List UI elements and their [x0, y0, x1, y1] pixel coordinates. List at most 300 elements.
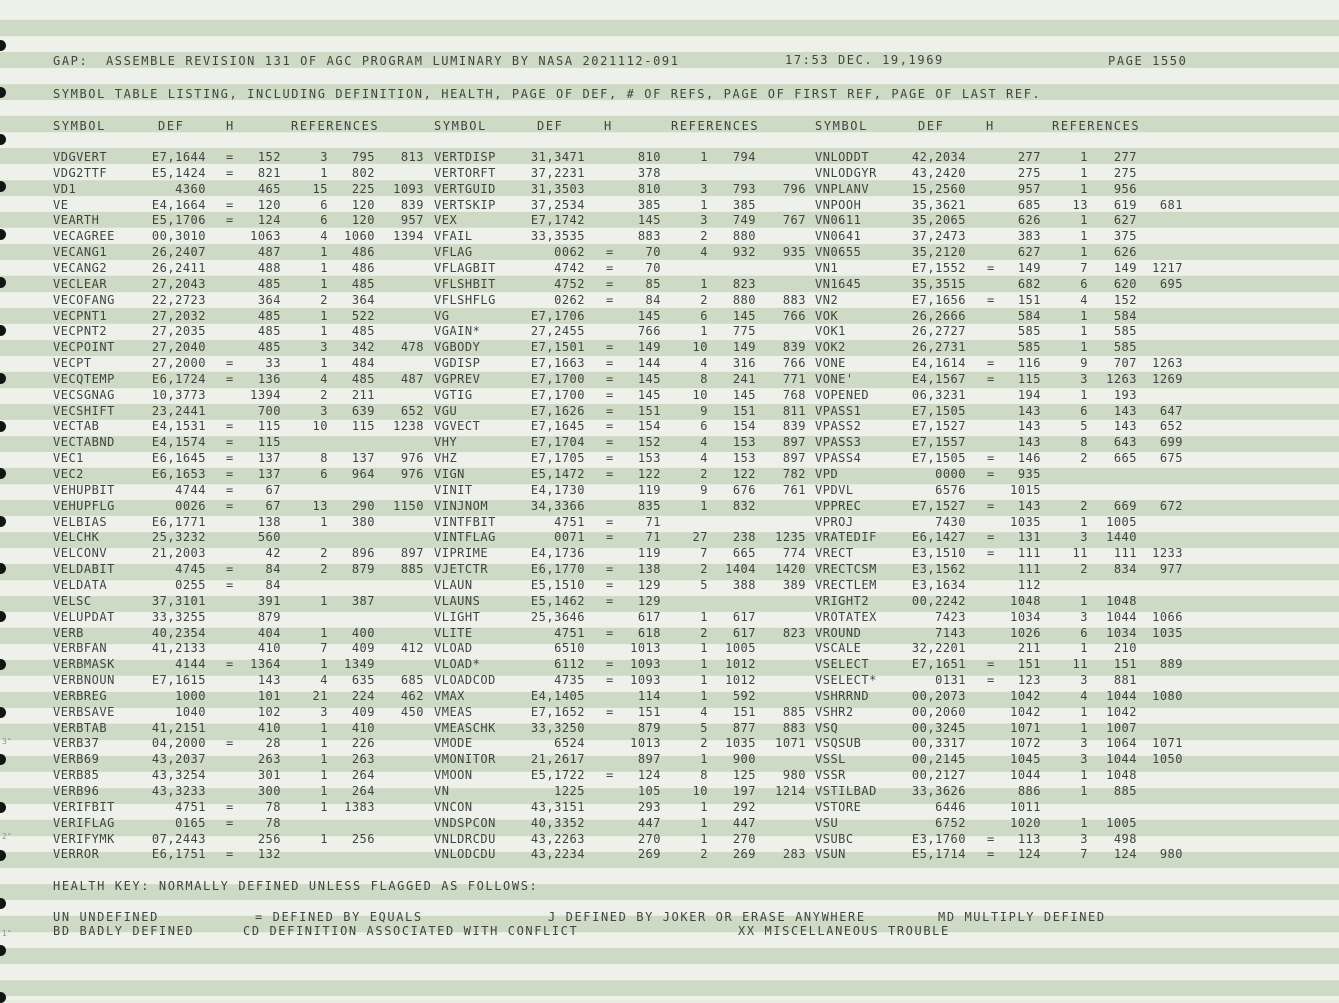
last-cell: 889 — [1159, 657, 1183, 672]
def-cell: 35,2120 — [911, 245, 966, 260]
feed-hole-icon — [0, 40, 6, 51]
last-cell: 811 — [782, 403, 806, 418]
symbol-cell: VELUPDAT — [53, 609, 115, 624]
page-cell: 145 — [637, 371, 661, 386]
page-cell: 935 — [1017, 467, 1041, 481]
page-cell: 85 — [645, 276, 661, 291]
symbol-cell: VSELECT* — [815, 673, 877, 688]
symbol-cell: VEC2 — [53, 467, 84, 481]
count-cell: 1 — [700, 688, 708, 703]
health-cell: = — [226, 150, 234, 164]
health-column-header: H — [986, 119, 995, 133]
last-cell: 478 — [400, 340, 424, 355]
health-cell: = — [226, 467, 234, 481]
symbol-cell: VOK — [815, 308, 839, 323]
page-cell: 1035 — [1010, 514, 1041, 529]
symbol-cell: VINIT — [434, 482, 473, 497]
symbol-cell: VSSR — [815, 768, 846, 783]
def-cell: E7,1527 — [911, 419, 966, 434]
def-cell: 37,2534 — [530, 197, 585, 212]
count-cell: 3 — [1080, 736, 1088, 751]
def-cell: 00,3317 — [911, 736, 966, 751]
def-cell: E7,1651 — [911, 657, 966, 672]
page-cell: 821 — [257, 165, 281, 180]
count-cell: 1 — [700, 831, 708, 846]
page-cell: 132 — [257, 847, 281, 862]
first-cell: 364 — [351, 292, 375, 307]
count-cell: 4 — [700, 451, 708, 466]
first-cell: 292 — [732, 799, 756, 814]
def-cell: E7,1505 — [911, 403, 966, 418]
first-cell: 153 — [732, 451, 756, 466]
last-cell: 980 — [1159, 847, 1183, 862]
first-cell: 143 — [1113, 419, 1137, 434]
health-cell: = — [226, 498, 234, 513]
page-cell: 447 — [637, 815, 661, 830]
def-cell: 6524 — [554, 736, 585, 751]
first-cell: 152 — [1113, 292, 1137, 307]
first-cell: 885 — [1113, 784, 1137, 798]
page-cell: 627 — [1017, 245, 1041, 260]
symbol-cell: VOK1 — [815, 324, 846, 339]
health-cell: = — [226, 165, 234, 180]
page-cell: 122 — [637, 467, 661, 481]
count-cell: 4 — [320, 371, 328, 386]
symbol-cell: VMOON — [434, 768, 473, 783]
def-cell: 23,2441 — [151, 403, 206, 418]
count-cell: 10 — [692, 340, 708, 355]
first-cell: 707 — [1113, 356, 1137, 371]
count-cell: 3 — [1080, 673, 1088, 688]
count-cell: 13 — [312, 498, 328, 513]
count-cell: 9 — [700, 403, 708, 418]
count-cell: 11 — [1072, 657, 1088, 672]
health-cell: = — [606, 673, 614, 688]
health-key-conflict: CD DEFINITION ASSOCIATED WITH CONFLICT — [243, 924, 579, 938]
first-cell: 522 — [351, 308, 375, 323]
def-cell: E7,1552 — [911, 260, 966, 275]
page-cell: 151 — [637, 403, 661, 418]
symbol-cell: VNPOOH — [815, 197, 862, 212]
health-cell: = — [226, 736, 234, 751]
def-cell: 43,3254 — [151, 768, 206, 783]
def-cell: E4,1614 — [911, 356, 966, 371]
def-cell: 33,3535 — [530, 229, 585, 244]
symbol-cell: VELDABIT — [53, 562, 115, 577]
first-cell: 585 — [1113, 340, 1137, 355]
last-cell: 1066 — [1152, 609, 1183, 624]
first-cell: 484 — [351, 356, 375, 371]
symbol-cell: VSCALE — [815, 641, 862, 656]
first-cell: 669 — [1113, 498, 1137, 513]
page-cell: 151 — [637, 704, 661, 719]
count-cell: 2 — [700, 229, 708, 244]
health-cell: = — [987, 356, 995, 371]
page-cell: 143 — [1017, 403, 1041, 418]
page-cell: 1048 — [1010, 593, 1041, 608]
symbol-column-header: SYMBOL — [53, 119, 106, 133]
def-cell: 26,2411 — [151, 260, 206, 275]
page-cell: 149 — [637, 340, 661, 355]
def-cell: E7,1705 — [530, 451, 585, 466]
last-cell: 885 — [400, 562, 424, 577]
def-cell: 0000 — [935, 467, 966, 481]
count-cell: 3 — [700, 181, 708, 196]
page-cell: 28 — [265, 736, 281, 751]
def-cell: 35,3621 — [911, 197, 966, 212]
health-cell: = — [987, 498, 995, 513]
first-cell: 1012 — [725, 673, 756, 688]
last-cell: 1093 — [393, 181, 424, 196]
count-cell: 6 — [320, 197, 328, 212]
symbol-cell: VSSL — [815, 752, 846, 767]
count-cell: 1 — [1080, 514, 1088, 529]
def-cell: E5,1510 — [530, 577, 585, 592]
page-cell: 410 — [257, 720, 281, 735]
page-cell: 1020 — [1010, 815, 1041, 830]
symbol-cell: VPASS3 — [815, 435, 862, 450]
first-cell: 400 — [351, 625, 375, 640]
first-cell: 880 — [732, 229, 756, 244]
page-cell: 682 — [1017, 276, 1041, 291]
symbol-cell: VGU — [434, 403, 458, 418]
count-cell: 1 — [1080, 768, 1088, 783]
last-cell: 980 — [782, 768, 806, 783]
page-cell: 145 — [637, 213, 661, 228]
count-cell: 1 — [320, 657, 328, 672]
count-cell: 1 — [700, 752, 708, 767]
symbol-cell: VN1 — [815, 260, 839, 275]
health-cell: = — [987, 292, 995, 307]
page-cell: 1364 — [250, 657, 281, 672]
health-cell: = — [987, 847, 995, 862]
symbol-cell: VOK2 — [815, 340, 846, 355]
first-cell: 111 — [1113, 546, 1137, 561]
first-cell: 210 — [1113, 641, 1137, 656]
symbol-cell: VHY — [434, 435, 458, 450]
symbol-cell: VG — [434, 308, 450, 323]
health-key-title: HEALTH KEY: NORMALLY DEFINED UNLESS FLAGGED AS FOLLOWS: — [53, 879, 539, 893]
def-cell: 00,2127 — [911, 768, 966, 783]
last-cell: 685 — [400, 673, 424, 688]
def-cell: 33,3250 — [530, 720, 585, 735]
count-cell: 1 — [320, 752, 328, 767]
count-cell: 6 — [320, 467, 328, 481]
count-cell: 3 — [1080, 371, 1088, 386]
page-cell: 410 — [257, 641, 281, 656]
first-cell: 1005 — [1106, 514, 1137, 529]
page-cell: 275 — [1017, 165, 1041, 180]
health-cell: = — [226, 371, 234, 386]
count-cell: 2 — [700, 625, 708, 640]
first-cell: 485 — [351, 324, 375, 339]
symbol-cell: VMEAS — [434, 704, 473, 719]
references-column-header: REFERENCES — [291, 119, 380, 133]
page-cell: 1063 — [250, 229, 281, 244]
last-cell: 1420 — [775, 562, 806, 577]
count-cell: 4 — [700, 245, 708, 260]
last-cell: 1050 — [1152, 752, 1183, 767]
health-cell: = — [606, 530, 614, 545]
page-cell: 391 — [257, 593, 281, 608]
def-cell: E5,1472 — [530, 467, 585, 481]
last-cell: 675 — [1159, 451, 1183, 466]
first-cell: 151 — [1113, 657, 1137, 672]
count-cell: 13 — [1072, 197, 1088, 212]
def-cell: E5,1462 — [530, 593, 585, 608]
last-cell: 1035 — [1152, 625, 1183, 640]
health-cell: = — [606, 403, 614, 418]
page-number: PAGE 1550 — [1108, 54, 1188, 68]
last-cell: 672 — [1159, 498, 1183, 513]
count-cell: 1 — [1080, 150, 1088, 164]
health-cell: = — [987, 260, 995, 275]
def-cell: E4,1405 — [530, 688, 585, 703]
last-cell: 652 — [400, 403, 424, 418]
def-cell: 26,2666 — [911, 308, 966, 323]
first-cell: 149 — [1113, 260, 1137, 275]
def-cell: 00,3245 — [911, 720, 966, 735]
symbol-cell: VSQSUB — [815, 736, 862, 751]
health-cell: = — [226, 482, 234, 497]
count-cell: 1 — [700, 641, 708, 656]
page-cell: 385 — [637, 197, 661, 212]
def-cell: 40,2354 — [151, 625, 206, 640]
def-cell: E5,1722 — [530, 768, 585, 783]
page-cell: 115 — [257, 435, 281, 450]
count-cell: 2 — [700, 847, 708, 862]
first-cell: 153 — [732, 435, 756, 450]
def-column-header: DEF — [918, 119, 945, 133]
def-cell: E6,1645 — [151, 451, 206, 466]
symbol-cell: VERB37 — [53, 736, 100, 751]
count-cell: 1 — [320, 799, 328, 814]
health-cell: = — [226, 799, 234, 814]
last-cell: 766 — [782, 356, 806, 371]
symbol-cell: VEHUPBIT — [53, 482, 115, 497]
symbol-cell: VONE' — [815, 371, 854, 386]
symbol-cell: VGVECT — [434, 419, 481, 434]
first-cell: 1007 — [1106, 720, 1137, 735]
last-cell: 976 — [400, 467, 424, 481]
first-cell: 1404 — [725, 562, 756, 577]
symbol-cell: VSELECT — [815, 657, 870, 672]
last-cell: 766 — [782, 308, 806, 323]
first-cell: 881 — [1113, 673, 1137, 688]
last-cell: 1080 — [1152, 688, 1183, 703]
def-cell: 10,3773 — [151, 387, 206, 402]
def-cell: E7,1706 — [530, 308, 585, 323]
count-cell: 10 — [312, 419, 328, 434]
health-key-badly-defined: BD BADLY DEFINED — [53, 924, 195, 938]
count-cell: 1 — [320, 324, 328, 339]
last-cell: 1071 — [1152, 736, 1183, 751]
page-cell: 404 — [257, 625, 281, 640]
last-cell: 771 — [782, 371, 806, 386]
count-cell: 3 — [1080, 609, 1088, 624]
first-cell: 151 — [732, 704, 756, 719]
health-cell: = — [226, 815, 234, 830]
feed-hole-icon — [0, 945, 6, 956]
symbol-cell: VLOAD — [434, 641, 473, 656]
first-cell: 823 — [732, 276, 756, 291]
feed-hole-icon — [0, 659, 6, 670]
def-cell: E7,1700 — [530, 387, 585, 402]
page-cell: 211 — [1017, 641, 1041, 656]
last-cell: 462 — [400, 688, 424, 703]
last-cell: 1269 — [1152, 371, 1183, 386]
health-cell: = — [606, 371, 614, 386]
symbol-cell: VIGN — [434, 467, 465, 481]
last-cell: 885 — [782, 704, 806, 719]
last-cell: 389 — [782, 577, 806, 592]
symbol-cell: VECPOINT — [53, 340, 115, 355]
page-cell: 585 — [1017, 324, 1041, 339]
count-cell: 1 — [1080, 593, 1088, 608]
count-cell: 1 — [700, 657, 708, 672]
count-cell: 1 — [700, 673, 708, 688]
symbol-cell: VEHUPFLG — [53, 498, 115, 513]
def-cell: E6,1427 — [911, 530, 966, 545]
symbol-cell: VMAX — [434, 688, 465, 703]
page-cell: 810 — [637, 181, 661, 196]
feed-hole-icon — [0, 898, 6, 909]
def-cell: 00,2242 — [911, 593, 966, 608]
health-cell: = — [606, 435, 614, 450]
first-cell: 793 — [732, 181, 756, 196]
def-cell: 00,3010 — [151, 229, 206, 244]
health-column-header: H — [604, 119, 613, 133]
page-cell: 1026 — [1010, 625, 1041, 640]
health-cell: = — [606, 387, 614, 402]
symbol-cell: VSUBC — [815, 831, 854, 846]
page-cell: 136 — [257, 371, 281, 386]
last-cell: 1238 — [393, 419, 424, 434]
symbol-cell: VGTIG — [434, 387, 473, 402]
health-cell: = — [987, 673, 995, 688]
feed-hole-icon — [0, 850, 6, 861]
count-cell: 1 — [1080, 387, 1088, 402]
def-cell: 32,2201 — [911, 641, 966, 656]
count-cell: 1 — [320, 356, 328, 371]
symbol-column-header: SYMBOL — [434, 119, 487, 133]
page-cell: 114 — [637, 688, 661, 703]
count-cell: 9 — [700, 482, 708, 497]
last-cell: 897 — [782, 435, 806, 450]
count-cell: 5 — [700, 720, 708, 735]
last-cell: 450 — [400, 704, 424, 719]
def-cell: 0071 — [554, 530, 585, 545]
feed-hole-icon — [0, 754, 6, 765]
page-cell: 129 — [637, 577, 661, 592]
first-cell: 802 — [351, 165, 375, 180]
def-cell: 7423 — [935, 609, 966, 624]
def-cell: E3,1634 — [911, 577, 966, 592]
symbol-cell: VGDISP — [434, 356, 481, 371]
def-cell: E7,1501 — [530, 340, 585, 355]
symbol-cell: VNCON — [434, 799, 473, 814]
symbol-cell: VROUND — [815, 625, 862, 640]
def-cell: E7,1645 — [530, 419, 585, 434]
def-cell: 4742 — [554, 260, 585, 275]
first-cell: 1042 — [1106, 704, 1137, 719]
first-cell: 409 — [351, 641, 375, 656]
first-cell: 380 — [351, 514, 375, 529]
symbol-cell: VSTORE — [815, 799, 862, 814]
def-cell: 43,2263 — [530, 831, 585, 846]
symbol-cell: VGPREV — [434, 371, 481, 386]
first-cell: 225 — [351, 181, 375, 196]
first-cell: 1440 — [1106, 530, 1137, 545]
first-cell: 256 — [351, 831, 375, 846]
page-cell: 143 — [1017, 435, 1041, 450]
health-cell: = — [226, 657, 234, 672]
count-cell: 5 — [700, 577, 708, 592]
page-cell: 143 — [1017, 419, 1041, 434]
def-cell: 4751 — [554, 514, 585, 529]
symbol-cell: VSU — [815, 815, 839, 830]
symbol-cell: VERBNOUN — [53, 673, 115, 688]
symbol-cell: VSTILBAD — [815, 784, 877, 798]
count-cell: 7 — [700, 546, 708, 561]
symbol-cell: VERTSKIP — [434, 197, 496, 212]
symbol-cell: VNLODDT — [815, 150, 870, 164]
symbol-cell: VELSC — [53, 593, 92, 608]
def-cell: 37,3101 — [151, 593, 206, 608]
count-cell: 1 — [320, 768, 328, 783]
symbol-cell: VRECTLEM — [815, 577, 877, 592]
def-cell: 6576 — [935, 482, 966, 497]
def-cell: 43,2234 — [530, 847, 585, 862]
symbol-cell: VERBTAB — [53, 720, 108, 735]
page-cell: 584 — [1017, 308, 1041, 323]
symbol-cell: VRIGHT2 — [815, 593, 870, 608]
def-cell: E5,1706 — [151, 213, 206, 228]
symbol-cell: VECPNT2 — [53, 324, 108, 339]
count-cell: 4 — [320, 673, 328, 688]
def-cell: E5,1714 — [911, 847, 966, 862]
page-cell: 67 — [265, 498, 281, 513]
count-cell: 3 — [320, 403, 328, 418]
first-cell: 122 — [732, 467, 756, 481]
symbol-cell: VERB96 — [53, 784, 100, 798]
symbol-cell: VERBSAVE — [53, 704, 115, 719]
health-cell: = — [987, 546, 995, 561]
page-cell: 138 — [257, 514, 281, 529]
def-cell: 26,2407 — [151, 245, 206, 260]
symbol-cell: VN0611 — [815, 213, 862, 228]
health-cell: = — [987, 467, 995, 481]
page-cell: 78 — [265, 799, 281, 814]
def-column-header: DEF — [537, 119, 564, 133]
health-cell: = — [606, 245, 614, 260]
symbol-cell: VECAGREE — [53, 229, 115, 244]
count-cell: 4 — [700, 435, 708, 450]
first-cell: 485 — [351, 276, 375, 291]
first-cell: 627 — [1113, 213, 1137, 228]
def-cell: E6,1653 — [151, 467, 206, 481]
symbol-cell: VFLSHFLG — [434, 292, 496, 307]
symbol-cell: VECANG2 — [53, 260, 108, 275]
symbol-cell: VPASS2 — [815, 419, 862, 434]
count-cell: 1 — [1080, 181, 1088, 196]
count-cell: 3 — [320, 340, 328, 355]
first-cell: 879 — [351, 562, 375, 577]
symbol-cell: VELBIAS — [53, 514, 108, 529]
symbol-cell: VECSGNAG — [53, 387, 115, 402]
first-cell: 269 — [732, 847, 756, 862]
feed-hole-icon — [0, 134, 6, 145]
